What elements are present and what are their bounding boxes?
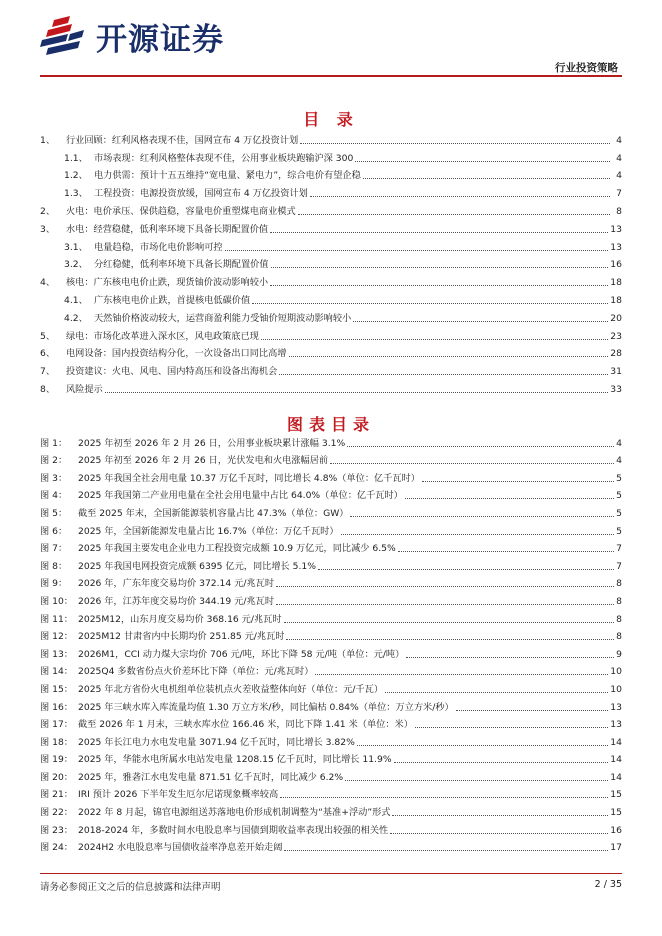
figure-entry-number: 图 3： bbox=[40, 472, 68, 484]
toc-entry[interactable] bbox=[40, 378, 622, 396]
toc-entry-page: 33 bbox=[610, 383, 622, 395]
toc-entry-page: 23 bbox=[610, 330, 622, 342]
header-divider bbox=[40, 75, 622, 77]
figure-entry[interactable] bbox=[40, 555, 622, 573]
figure-entry-text: 2025 年，华能水电所属水电站发电量 1208.15 亿千瓦时，同比增长 11.9% bbox=[78, 754, 392, 766]
figure-entry-page: 8 bbox=[616, 595, 622, 607]
figure-entry-number: 图 18： bbox=[40, 736, 73, 748]
figure-entry[interactable] bbox=[40, 626, 622, 644]
toc-entry-number: 4.1、 bbox=[64, 294, 88, 306]
toc-entry-number: 7、 bbox=[40, 366, 56, 378]
toc-entry-number: 3.2、 bbox=[64, 259, 88, 271]
toc-entry[interactable] bbox=[40, 343, 622, 361]
figure-entry[interactable] bbox=[40, 714, 622, 732]
toc-entry-page: 13 bbox=[610, 241, 622, 253]
toc-entry-page: 13 bbox=[610, 223, 622, 235]
logo-text: 开源证券 bbox=[96, 21, 224, 58]
toc-leader-dots bbox=[300, 143, 610, 144]
figure-entry-number: 图 11： bbox=[40, 613, 73, 625]
footer-divider bbox=[40, 873, 622, 874]
page-number: 2 / 35 bbox=[594, 879, 622, 890]
figure-leader-dots bbox=[390, 833, 608, 834]
toc-entry[interactable] bbox=[40, 218, 622, 236]
figure-entry-text: 2025 年长江电力水电发电量 3071.94 亿千瓦时，同比增长 3.82% bbox=[78, 736, 355, 748]
toc-entry[interactable] bbox=[40, 360, 622, 378]
figure-entry-page: 5 bbox=[616, 472, 622, 484]
figure-entry-number: 图 12： bbox=[40, 631, 73, 643]
figure-entry-page: 13 bbox=[610, 701, 622, 713]
toc-entry-text: 广东核电电价止跌，首提核电低碳价值 bbox=[94, 294, 251, 306]
figure-entry-text: 2025 年初至 2026 年 2 月 26 日，光伏发电和火电涨幅居前 bbox=[78, 455, 329, 467]
figure-leader-dots bbox=[406, 657, 614, 658]
figure-entry[interactable] bbox=[40, 467, 622, 485]
toc-entry[interactable] bbox=[40, 307, 622, 325]
figures-title: 图表目录 bbox=[286, 415, 375, 434]
figure-leader-dots bbox=[422, 481, 614, 482]
toc-entry-text: 电量趋稳，市场化电价影响可控 bbox=[94, 241, 223, 253]
toc-entry-number: 1.1、 bbox=[64, 152, 88, 164]
figure-entry-text: 2025Q4 多数省份点火价差环比下降（单位：元/兆瓦时） bbox=[78, 666, 314, 678]
figure-entry[interactable] bbox=[40, 696, 622, 714]
toc-entry-number: 1、 bbox=[40, 134, 56, 146]
toc-entry-text: 电网设备：国内投资结构分化，一次设备出口同比高增 bbox=[66, 348, 287, 360]
toc-entry-number: 4.2、 bbox=[64, 312, 88, 324]
figure-leader-dots bbox=[318, 569, 614, 570]
toc-entry-page: 18 bbox=[610, 277, 622, 289]
figure-entry-number: 图 1： bbox=[40, 437, 68, 449]
toc-entry[interactable] bbox=[40, 236, 622, 254]
toc-leader-dots bbox=[279, 374, 608, 375]
figure-entry-number: 图 21： bbox=[40, 789, 73, 801]
figure-entry-text: 2025 年初至 2026 年 2 月 26 日，公用事业板块累计涨幅 3.1% bbox=[78, 437, 346, 449]
toc-entry-number: 1.3、 bbox=[64, 188, 88, 200]
figure-entry-text: 2025M12，山东月度交易均价 368.16 元/兆瓦时 bbox=[78, 613, 282, 625]
toc-entry-page: 4 bbox=[616, 134, 622, 146]
figure-entry-number: 图 24： bbox=[40, 842, 73, 854]
toc-list bbox=[40, 129, 622, 396]
figure-entry-page: 13 bbox=[610, 719, 622, 731]
figure-entry-text: 2025 年我国第二产业用电量在全社会用电量中占比 64.0%（单位：亿千瓦时） bbox=[78, 490, 403, 502]
figure-entry-text: 2025M12 甘肃省内中长期均价 251.85 元/兆瓦时 bbox=[78, 631, 285, 643]
figure-entry-text: 2026 年，广东年度交易均价 372.14 元/兆瓦时 bbox=[78, 578, 275, 590]
toc-entry-text: 电力供需：预计十五五维持“宽电量、紧电力”，综合电价有望企稳 bbox=[94, 170, 361, 182]
figure-entry-text: IRI 预计 2026 下半年发生厄尔尼诺现象概率较高 bbox=[78, 789, 279, 801]
toc-leader-dots bbox=[270, 232, 608, 233]
toc-entry-number: 4、 bbox=[40, 277, 56, 289]
toc-entry-text: 水电：经营稳健，低利率环境下具备长期配置价值 bbox=[66, 223, 269, 235]
figure-entry-number: 图 14： bbox=[40, 666, 73, 678]
toc-entry-page: 8 bbox=[616, 205, 622, 217]
toc-entry-page: 20 bbox=[610, 312, 622, 324]
toc-entry-text: 投资建议：火电、风电、国内特高压和设备出海机会 bbox=[66, 366, 278, 378]
figure-entry-number: 图 8： bbox=[40, 560, 68, 572]
figure-entry-number: 图 7： bbox=[40, 543, 68, 555]
toc-entry-text: 核电：广东核电电价止跌，现货铀价波动影响较小 bbox=[66, 277, 269, 289]
toc-leader-dots bbox=[225, 250, 609, 251]
figure-entry-number: 图 10： bbox=[40, 595, 73, 607]
figure-entry-page: 10 bbox=[610, 666, 622, 678]
figure-entry-number: 图 15： bbox=[40, 683, 73, 695]
footer-disclaimer: 请务必参阅正文之后的信息披露和法律声明 bbox=[40, 882, 221, 893]
figure-entry-text: 2026M1，CCI 动力煤大宗均价 706 元/吨，环比下降 58 元/吨（单位：元/吨） bbox=[78, 648, 405, 660]
figure-entry[interactable] bbox=[40, 749, 622, 767]
toc-entry[interactable] bbox=[40, 200, 622, 218]
toc-entry-number: 3.1、 bbox=[64, 241, 88, 253]
toc-entry-text: 绿电：市场化改革进入深水区，风电政策底已现 bbox=[66, 330, 259, 342]
figure-entry-number: 图 22： bbox=[40, 807, 73, 819]
figure-entry[interactable] bbox=[40, 661, 622, 679]
toc-entry-number: 6、 bbox=[40, 348, 56, 360]
toc-entry-text: 市场表现：红利风格整体表现不佳，公用事业板块跑输沪深 300 bbox=[94, 152, 354, 164]
figure-entry[interactable] bbox=[40, 520, 622, 538]
figure-entry-text: 2025 年三峡水库入库流量均值 1.30 万立方米/秒，同比偏枯 0.84%（单位：万立方米/秒） bbox=[78, 701, 454, 713]
figure-entry[interactable] bbox=[40, 485, 622, 503]
toc-entry-number: 1.2、 bbox=[64, 170, 88, 182]
figure-entry-text: 2026 年，江苏年度交易均价 344.19 元/兆瓦时 bbox=[78, 595, 275, 607]
toc-leader-dots bbox=[353, 321, 608, 322]
figure-entry-page: 8 bbox=[616, 631, 622, 643]
figure-entry[interactable] bbox=[40, 590, 622, 608]
toc-entry[interactable] bbox=[40, 254, 622, 272]
figure-entry[interactable] bbox=[40, 608, 622, 626]
figure-leader-dots bbox=[330, 463, 614, 464]
figure-entry-page: 8 bbox=[616, 578, 622, 590]
figures-list bbox=[40, 432, 622, 854]
figure-entry-page: 4 bbox=[616, 437, 622, 449]
figure-entry[interactable] bbox=[40, 573, 622, 591]
figure-leader-dots bbox=[405, 498, 614, 499]
figure-entry[interactable] bbox=[40, 538, 622, 556]
figure-entry-page: 14 bbox=[610, 736, 622, 748]
figure-entry-number: 图 9： bbox=[40, 578, 68, 590]
figure-leader-dots bbox=[357, 745, 608, 746]
figure-entry-number: 图 17： bbox=[40, 719, 73, 731]
toc-entry-text: 分红稳健，低利率环境下具备长期配置价值 bbox=[94, 259, 269, 271]
figure-entry-text: 2025 年，全国新能源发电量占比 16.7%（单位：万亿千瓦时） bbox=[78, 525, 339, 537]
toc-entry-text: 火电：电价承压、保供趋稳，容量电价重塑煤电商业模式 bbox=[66, 205, 296, 217]
figure-leader-dots bbox=[284, 850, 608, 851]
toc-entry-page: 16 bbox=[610, 259, 622, 271]
toc-entry[interactable] bbox=[40, 165, 622, 183]
toc-entry-number: 3、 bbox=[40, 223, 56, 235]
toc-leader-dots bbox=[310, 196, 610, 197]
toc-entry-page: 18 bbox=[610, 294, 622, 306]
toc-entry[interactable] bbox=[40, 182, 622, 200]
figure-entry[interactable] bbox=[40, 837, 622, 855]
figure-entry[interactable] bbox=[40, 643, 622, 661]
figure-entry-number: 图 2： bbox=[40, 455, 68, 467]
figure-entry-text: 截至 2025 年末，全国新能源装机容量占比 47.3%（单位：GW） bbox=[78, 507, 349, 519]
figure-entry-text: 2025 年我国电网投资完成额 6395 亿元，同比增长 5.1% bbox=[78, 560, 316, 572]
figure-entry-text: 2025 年我国主要发电企业电力工程投资完成额 10.9 万亿元，同比减少 6.5% bbox=[78, 543, 396, 555]
figure-leader-dots bbox=[276, 604, 614, 605]
figure-entry-page: 16 bbox=[610, 824, 622, 836]
figure-entry-text: 2018-2024 年，多数时间水电股息率与国债到期收益率表现出较强的相关性 bbox=[78, 824, 389, 836]
toc-leader-dots bbox=[298, 214, 610, 215]
figure-entry-page: 8 bbox=[616, 613, 622, 625]
figure-leader-dots bbox=[398, 551, 614, 552]
figure-entry-number: 图 4： bbox=[40, 490, 68, 502]
figure-entry-page: 7 bbox=[616, 543, 622, 555]
figure-entry[interactable] bbox=[40, 502, 622, 520]
figure-leader-dots bbox=[456, 710, 609, 711]
figure-entry-page: 4 bbox=[616, 455, 622, 467]
figure-entry-text: 2022 年 8 月起，锦官电源组送苏落地电价形成机制调整为“基准+浮动”形式 bbox=[78, 807, 391, 819]
toc-leader-dots bbox=[105, 392, 609, 393]
figure-entry[interactable] bbox=[40, 766, 622, 784]
toc-entry[interactable] bbox=[40, 147, 622, 165]
figure-entry[interactable] bbox=[40, 801, 622, 819]
toc-entry-text: 天然铀价格波动较大，运营商盈利能力受铀价短期波动影响较小 bbox=[94, 312, 352, 324]
toc-entry-number: 8、 bbox=[40, 383, 56, 395]
figure-entry-page: 14 bbox=[610, 771, 622, 783]
figure-leader-dots bbox=[350, 516, 614, 517]
toc-entry-page: 28 bbox=[610, 348, 622, 360]
figure-entry[interactable] bbox=[40, 731, 622, 749]
figure-entry-number: 图 23： bbox=[40, 824, 73, 836]
toc-entry-page: 7 bbox=[616, 188, 622, 200]
toc-entry[interactable] bbox=[40, 289, 622, 307]
figure-entry-page: 17 bbox=[610, 842, 622, 854]
figure-entry-page: 5 bbox=[616, 525, 622, 537]
figure-leader-dots bbox=[385, 692, 608, 693]
toc-leader-dots bbox=[271, 267, 609, 268]
figure-entry-page: 10 bbox=[610, 683, 622, 695]
figure-entry-number: 图 5： bbox=[40, 507, 68, 519]
toc-entry[interactable] bbox=[40, 325, 622, 343]
figure-entry[interactable] bbox=[40, 784, 622, 802]
figure-leader-dots bbox=[341, 534, 615, 535]
figure-entry-page: 5 bbox=[616, 507, 622, 519]
figure-leader-dots bbox=[276, 586, 614, 587]
figure-entry-number: 图 13： bbox=[40, 648, 73, 660]
toc-leader-dots bbox=[270, 285, 608, 286]
figure-leader-dots bbox=[280, 797, 608, 798]
figure-entry-number: 图 6： bbox=[40, 525, 68, 537]
toc-entry-number: 2、 bbox=[40, 205, 56, 217]
toc-entry-number: 5、 bbox=[40, 330, 56, 342]
report-type: 行业投资策略 bbox=[555, 62, 618, 74]
figure-entry-page: 7 bbox=[616, 560, 622, 572]
figure-leader-dots bbox=[347, 446, 614, 447]
figure-entry-text: 2025 年，雅砻江水电发电量 871.51 亿千瓦时，同比减少 6.2% bbox=[78, 771, 344, 783]
figure-entry-page: 15 bbox=[610, 789, 622, 801]
figure-entry-number: 图 16： bbox=[40, 701, 73, 713]
figure-entry-number: 图 19： bbox=[40, 754, 73, 766]
toc-entry-page: 4 bbox=[616, 152, 622, 164]
brand-logo bbox=[40, 14, 224, 58]
figure-leader-dots bbox=[284, 622, 615, 623]
figure-entry[interactable] bbox=[40, 432, 622, 450]
figure-entry[interactable] bbox=[40, 450, 622, 468]
toc-entry-text: 工程投资：电源投资放缓，国网宣布 4 万亿投资计划 bbox=[94, 188, 308, 200]
figure-entry-text: 截至 2026 年 1 月末，三峡水库水位 166.46 米，同比下降 1.41 米（单位：米） bbox=[78, 719, 413, 731]
figure-entry-page: 15 bbox=[610, 807, 622, 819]
figure-entry-page: 5 bbox=[616, 490, 622, 502]
figure-entry-text: 2024H2 水电股息率与国债收益率净息差开始走阔 bbox=[78, 842, 283, 854]
toc-entry[interactable] bbox=[40, 271, 622, 289]
toc-entry-page: 31 bbox=[610, 366, 622, 378]
toc-leader-dots bbox=[363, 178, 610, 179]
figure-leader-dots bbox=[345, 780, 608, 781]
figure-entry-text: 2025 年我国全社会用电量 10.37 万亿千瓦时，同比增长 4.8%（单位：亿千瓦时） bbox=[78, 472, 420, 484]
figure-leader-dots bbox=[415, 727, 608, 728]
toc-leader-dots bbox=[289, 356, 609, 357]
figure-entry-page: 14 bbox=[610, 754, 622, 766]
logo-mark-icon bbox=[40, 14, 90, 58]
figure-entry-page: 9 bbox=[616, 648, 622, 660]
toc-entry[interactable] bbox=[40, 129, 622, 147]
figure-entry-text: 2025 年北方省份火电机组单位装机点火差收益整体向好（单位：元/千瓦） bbox=[78, 683, 384, 695]
toc-leader-dots bbox=[355, 161, 610, 162]
figure-leader-dots bbox=[392, 815, 608, 816]
figure-entry[interactable] bbox=[40, 678, 622, 696]
figure-leader-dots bbox=[286, 639, 614, 640]
toc-title: 目 录 bbox=[303, 110, 359, 129]
toc-entry-text: 行业回顾：红利风格表现不佳，国网宣布 4 万亿投资计划 bbox=[66, 134, 299, 146]
toc-entry-text: 风险提示 bbox=[66, 383, 103, 395]
figure-entry[interactable] bbox=[40, 819, 622, 837]
toc-leader-dots bbox=[252, 303, 608, 304]
figure-leader-dots bbox=[315, 674, 608, 675]
figure-leader-dots bbox=[394, 762, 609, 763]
figure-entry-number: 图 20： bbox=[40, 771, 73, 783]
toc-leader-dots bbox=[261, 339, 608, 340]
toc-entry-page: 4 bbox=[616, 170, 622, 182]
